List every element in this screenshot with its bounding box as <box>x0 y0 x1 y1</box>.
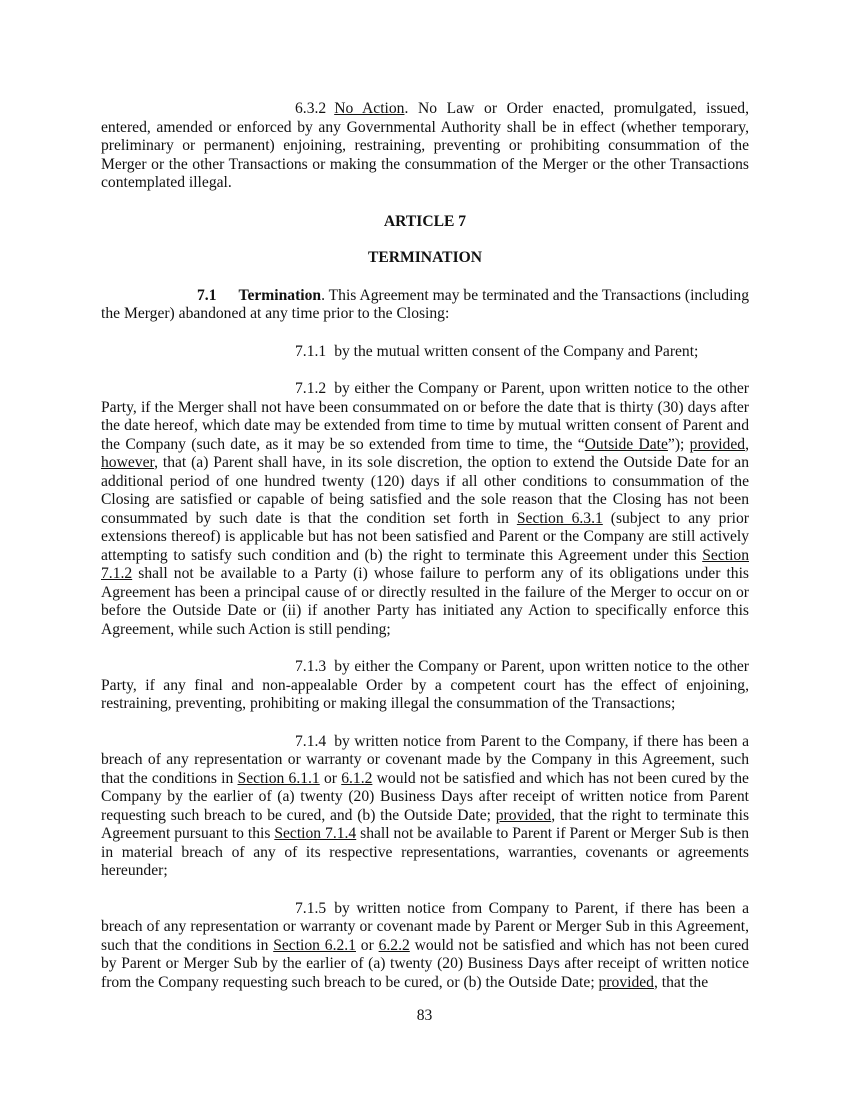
text-run: or <box>319 769 342 787</box>
text-run: , that the <box>653 973 709 991</box>
section-reference: Section 7.1.2 <box>101 546 749 582</box>
section-text: by the mutual written consent of the Company and Parent; <box>334 342 699 360</box>
page-number: 83 <box>416 1007 433 1024</box>
text-run: by written notice from Company to Parent, if there has been a breach of any representation or warranty or covenant made by Parent or Merger Sub in this Agreement, such that the conditions in <box>101 899 749 954</box>
section-7-1-4 <box>101 733 749 881</box>
section-number: 7.1.1 <box>295 342 327 360</box>
text-run: ”); <box>667 435 690 453</box>
section-text: . This Agreement may be terminated and the Transactions (including the Merger) abandoned at any time prior to the Closing: <box>101 286 749 322</box>
provided-term: provided <box>495 806 552 824</box>
text-run: , <box>745 435 749 453</box>
section-reference: 6.2.2 <box>378 936 410 954</box>
text-run: or <box>355 936 379 954</box>
document-page <box>101 100 749 992</box>
section-reference: Section 6.1.1 <box>237 769 320 787</box>
text-run: (subject to any prior extensions thereof) is applicable but has not been satisfied and Parent or the Company are still actively attempting to satisfy such condition and (b) the right to terminate this Agreement under this <box>101 509 749 564</box>
section-reference: 6.1.2 <box>341 769 373 787</box>
section-number: 7.1.2 <box>295 380 327 397</box>
text-run: by either the Company or Parent, upon written notice to the other Party, if the Merger shall not have been consummated on or before the date that is thirty (30) days after the date hereof, which date may be extended from time to time by mutual written consent of Parent and the Company (such date, as it may be so extended from time to time, the “ <box>101 380 749 453</box>
provided-term: provided <box>598 973 654 991</box>
section-title: Termination <box>238 286 322 304</box>
section-reference: Section 6.2.1 <box>273 936 356 954</box>
section-title: No Action <box>334 100 405 117</box>
section-number: 7.1.4 <box>295 732 327 750</box>
section-reference: Section 7.1.4 <box>274 825 357 842</box>
section-number: 6.3.2 <box>295 100 327 117</box>
section-7-1-3 <box>101 658 749 714</box>
section-number: 7.1.5 <box>295 899 327 917</box>
article-title: TERMINATION <box>367 249 483 266</box>
text-run: by written notice from Parent to the Company, if there has been a breach of any representation or warranty or covenant made by the Company in this Agreement, such that the conditions in <box>101 732 749 787</box>
defined-term-outside-date: Outside Date <box>584 435 668 453</box>
section-7-1 <box>101 287 749 324</box>
however-term: however <box>101 454 155 471</box>
text-run: would not be satisfied and which has not been cured by the Company by the earlier of (a) twenty (20) Business Days after receipt of written notice from Parent requesting such breach to be cured, and (b) the Outside Date; <box>101 769 749 824</box>
text-run: , that the right to terminate this Agreement pursuant to this <box>101 806 750 842</box>
section-reference: Section 6.3.1 <box>516 509 603 527</box>
provided-term: provided <box>689 435 746 453</box>
article-heading: ARTICLE 7 <box>383 212 467 230</box>
text-run: would not be satisfied and which has not been cured by Parent or Merger Sub by the earlier of (a) twenty (20) Business Days after receipt of written notice from the Company requesting such breach to be cured, or (b) the Outside Date; <box>101 936 749 991</box>
section-7-1-1 <box>101 343 749 362</box>
section-number: 7.1 <box>197 286 217 304</box>
text-run: shall not be available to a Party (i) whose failure to perform any of its obligations under this Agreement has been a principal cause of or directly resulted in the failure of the Merger to occur on or before the Outside Date or (ii) if another Party has initiated any Action to specifically enforce this Agreement, while such Action is still pending; <box>101 565 749 638</box>
section-6-3-2 <box>101 100 749 193</box>
section-text: by either the Company or Parent, upon written notice to the other Party, if any final and non-appealable Order by a competent court has the effect of enjoining, restraining, preventing, prohibiting or making illegal the consummation of the Transactions; <box>101 658 749 712</box>
text-run: shall not be available to Parent if Parent or Merger Sub is then in material breach of any of its respective representations, warranties, covenants or agreements hereunder; <box>101 825 749 879</box>
section-7-1-5 <box>101 900 749 993</box>
section-7-1-2 <box>101 380 749 639</box>
section-number: 7.1.3 <box>295 658 327 675</box>
section-text: . No Law or Order enacted, promulgated, issued, entered, amended or enforced by any Governmental Authority shall be in effect (whether temporary, preliminary or permanent) enjoining, restraining, preventing or prohibiting consummation of the Merger or the other Transactions or making the consummation of the Merger or the other Transactions contemplated illegal. <box>101 100 749 191</box>
text-run: , that (a) Parent shall have, in its sole discretion, the option to extend the Outside Date for an additional period of one hundred twenty (120) days if all other conditions to consummation of the Closing are satisfied or capable of being satisfied and the sole reason that the Closing has not been consummated by such date is that the condition set forth in <box>101 454 749 527</box>
